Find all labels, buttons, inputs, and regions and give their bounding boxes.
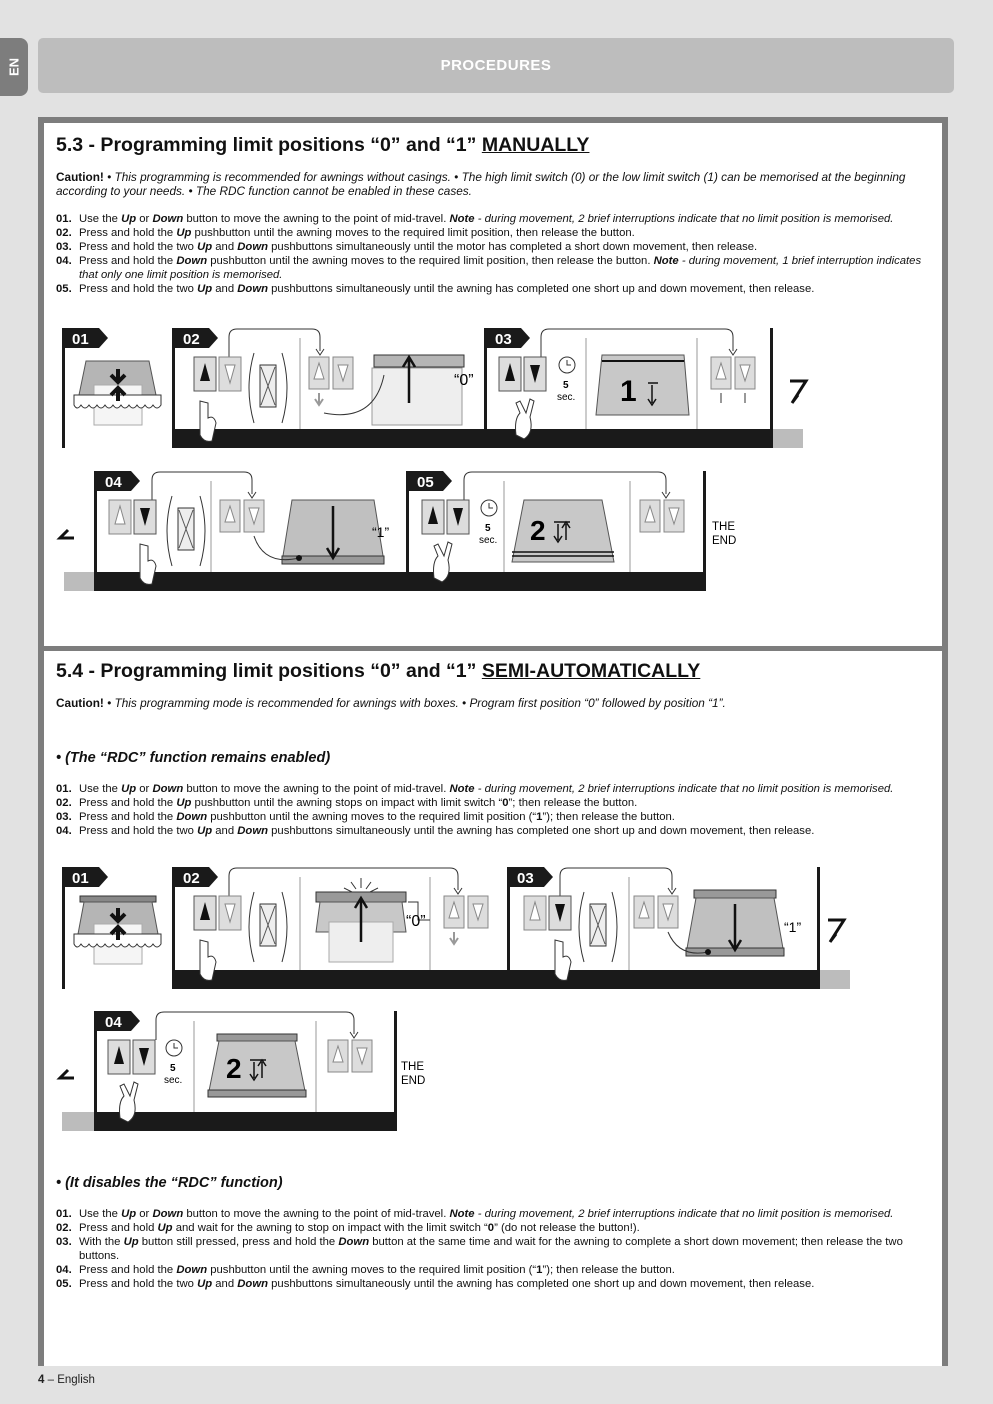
continue-arrow-icon xyxy=(60,530,74,538)
language-tab xyxy=(0,38,28,96)
up-button-icon xyxy=(194,896,241,980)
step-number: 01. xyxy=(56,783,72,795)
both-buttons-icon xyxy=(499,357,546,439)
step-text: With the Up button still pressed, press and hold the Down button at the same time and wait for the awning to complete a short down movement; then release the two buttons. xyxy=(79,1236,903,1262)
released-buttons-icon xyxy=(711,357,755,403)
step-text: Press and hold the two Up and Down pushbuttons simultaneously until the awning has completed one short up and down movement, then release. xyxy=(79,825,815,837)
the-end-label: END xyxy=(401,1075,426,1087)
step-text: Press and hold the Up pushbutton until the awning moves to the required limit position, then release the button. xyxy=(79,227,635,239)
released-buttons-icon xyxy=(220,500,264,532)
step-text: Press and hold the Down pushbutton until the awning moves to the required limit position, then release the button. Note - during movement, 1 brief interruption indicates that only one limit position is memorised. xyxy=(79,255,922,281)
step-text: Use the Up or Down button to move the awning to the point of mid-travel. Note - during movement, 2 brief interruptions indicate that no limit position is memorised. xyxy=(79,1208,894,1220)
step-number: 03. xyxy=(56,241,72,253)
caution-note: Caution! • This programming is recommended for awnings without casings. • The high limit switch (0) or the low limit switch (1) can be memorised at the beginning according to your needs. • The RDC function cannot be enabled in these cases. xyxy=(56,170,906,198)
continue-arrow-icon xyxy=(828,920,844,942)
section-title: 5.4 - Programming limit positions “0” and “1” SEMI-AUTOMATICALLY xyxy=(56,660,701,682)
timer-icon xyxy=(164,1040,182,1086)
hourglass-icon xyxy=(249,892,287,962)
step-tag: 01 xyxy=(72,870,89,887)
step-tag: 04 xyxy=(105,474,122,491)
step-tag: 05 xyxy=(417,474,434,491)
step-number: 01. xyxy=(56,213,72,225)
hourglass-icon xyxy=(579,892,617,962)
procedure-step xyxy=(56,824,940,838)
step-text: Press and hold the Up pushbutton until the awning stops on impact with limit switch “0”; then release the button. xyxy=(79,797,638,809)
limit-label: “0” xyxy=(454,372,474,389)
procedure-step xyxy=(56,1277,940,1291)
timer-icon xyxy=(557,357,575,403)
hourglass-icon xyxy=(249,353,287,423)
section-header xyxy=(38,38,954,93)
step-tag: 03 xyxy=(517,870,534,887)
released-buttons-icon xyxy=(634,896,678,928)
procedure-step xyxy=(56,796,940,810)
step-tag: 03 xyxy=(495,331,512,348)
procedure-step xyxy=(56,254,940,282)
step-number: 04. xyxy=(56,1264,72,1276)
the-end-label: THE xyxy=(712,521,735,533)
procedure-step xyxy=(56,1221,940,1235)
procedure-step xyxy=(56,782,940,796)
svg-text:sec.: sec. xyxy=(164,1075,183,1086)
step-text: Press and hold Up and wait for the awning to stop on impact with the limit switch “0” (do not release the button!). xyxy=(79,1222,640,1234)
released-buttons-icon xyxy=(444,896,488,944)
svg-text:5: 5 xyxy=(485,523,491,534)
step-text: Use the Up or Down button to move the awning to the point of mid-travel. Note - during movement, 2 brief interruptions indicate that no limit position is memorised. xyxy=(79,213,894,225)
page-number: 4 xyxy=(38,1374,45,1386)
step-tag: 01 xyxy=(72,331,89,348)
released-buttons-icon xyxy=(328,1040,372,1072)
the-end-label: THE xyxy=(401,1061,424,1073)
procedure-step xyxy=(56,240,940,254)
step-number: 04. xyxy=(56,825,72,837)
awning-position-2-icon xyxy=(512,500,614,562)
awning-impact-icon xyxy=(316,878,406,962)
steps-list xyxy=(56,1207,940,1291)
both-buttons-icon xyxy=(422,500,469,582)
step-tag: 02 xyxy=(183,331,200,348)
step-number: 03. xyxy=(56,1236,72,1248)
up-down-buttons-icon xyxy=(194,357,241,441)
awning-position-1-icon xyxy=(596,355,689,415)
both-buttons-icon xyxy=(108,1040,155,1122)
caution-note: Caution! • This programming mode is recommended for awnings with boxes. • Program first position “0” followed by position “1”. xyxy=(56,696,726,710)
step-number: 05. xyxy=(56,283,72,295)
procedure-step xyxy=(56,1235,940,1263)
steps-diagram-row-3 xyxy=(54,862,944,992)
awning-icon xyxy=(74,361,161,425)
steps-diagram-row-1 xyxy=(54,323,944,453)
svg-text:2: 2 xyxy=(530,515,546,546)
section-5-4 xyxy=(38,646,948,1366)
step-number: 02. xyxy=(56,797,72,809)
awning-down-icon xyxy=(668,890,784,956)
svg-text:5: 5 xyxy=(563,380,569,391)
continue-arrow-icon xyxy=(790,381,806,403)
svg-text:2: 2 xyxy=(226,1053,242,1084)
step-number: 02. xyxy=(56,1222,72,1234)
steps-diagram-row-4 xyxy=(54,1006,454,1136)
continue-arrow-icon xyxy=(60,1070,74,1078)
step-number: 01. xyxy=(56,1208,72,1220)
section-title: 5.3 - Programming limit positions “0” and “1” MANUALLY xyxy=(56,134,590,156)
awning-box-icon xyxy=(74,896,161,964)
limit-label: “0” xyxy=(406,913,426,930)
step-number: 04. xyxy=(56,255,72,267)
step-tag: 02 xyxy=(183,870,200,887)
procedure-step xyxy=(56,1207,940,1221)
svg-text:sec.: sec. xyxy=(557,392,576,403)
section-5-3 xyxy=(38,117,948,646)
footer-language: – English xyxy=(44,1374,95,1386)
released-buttons-icon xyxy=(640,500,684,532)
subheading-rdc-disabled: • (It disables the “RDC” function) xyxy=(56,1175,283,1191)
step-tag: 04 xyxy=(105,1014,122,1031)
procedure-step xyxy=(56,226,940,240)
step-text: Use the Up or Down button to move the awning to the point of mid-travel. Note - during movement, 2 brief interruptions indicate that no limit position is memorised. xyxy=(79,783,894,795)
step-text: Press and hold the two Up and Down pushbuttons simultaneously until the motor has completed a short down movement, then release. xyxy=(79,241,758,253)
limit-label: “1” xyxy=(784,919,802,935)
steps-list xyxy=(56,782,940,838)
down-button-icon xyxy=(524,896,571,980)
step-text: Press and hold the Down pushbutton until the awning moves to the required limit position (“1”); then release the button. xyxy=(79,811,675,823)
steps-list xyxy=(56,212,940,296)
down-button-icon xyxy=(109,500,156,584)
step-text: Press and hold the two Up and Down pushbuttons simultaneously until the awning has completed one short up and down movement, then release. xyxy=(79,283,815,295)
svg-text:1: 1 xyxy=(620,375,637,408)
awning-down-icon xyxy=(254,500,384,564)
awning-position-2-icon xyxy=(208,1034,306,1097)
svg-text:5: 5 xyxy=(170,1063,176,1074)
header-title: PROCEDURES xyxy=(440,57,552,74)
the-end-label: END xyxy=(712,535,737,547)
procedure-step xyxy=(56,1263,940,1277)
language-label: EN xyxy=(6,57,22,77)
svg-text:sec.: sec. xyxy=(479,535,498,546)
released-buttons-icon xyxy=(309,357,353,405)
limit-label: “1” xyxy=(372,524,390,540)
procedure-step xyxy=(56,810,940,824)
step-number: 05. xyxy=(56,1278,72,1290)
steps-diagram-row-2 xyxy=(54,466,944,596)
subheading-rdc-enabled: • (The “RDC” function remains enabled) xyxy=(56,750,331,766)
timer-icon xyxy=(479,500,497,546)
step-number: 03. xyxy=(56,811,72,823)
page-footer xyxy=(38,1374,95,1386)
procedure-step xyxy=(56,212,940,226)
hourglass-icon xyxy=(167,496,205,566)
step-text: Press and hold the two Up and Down pushbuttons simultaneously until the awning has completed one short up and down movement, then release. xyxy=(79,1278,815,1290)
step-text: Press and hold the Down pushbutton until the awning moves to the required limit position (“1”); then release the button. xyxy=(79,1264,675,1276)
procedure-step xyxy=(56,282,940,296)
step-number: 02. xyxy=(56,227,72,239)
